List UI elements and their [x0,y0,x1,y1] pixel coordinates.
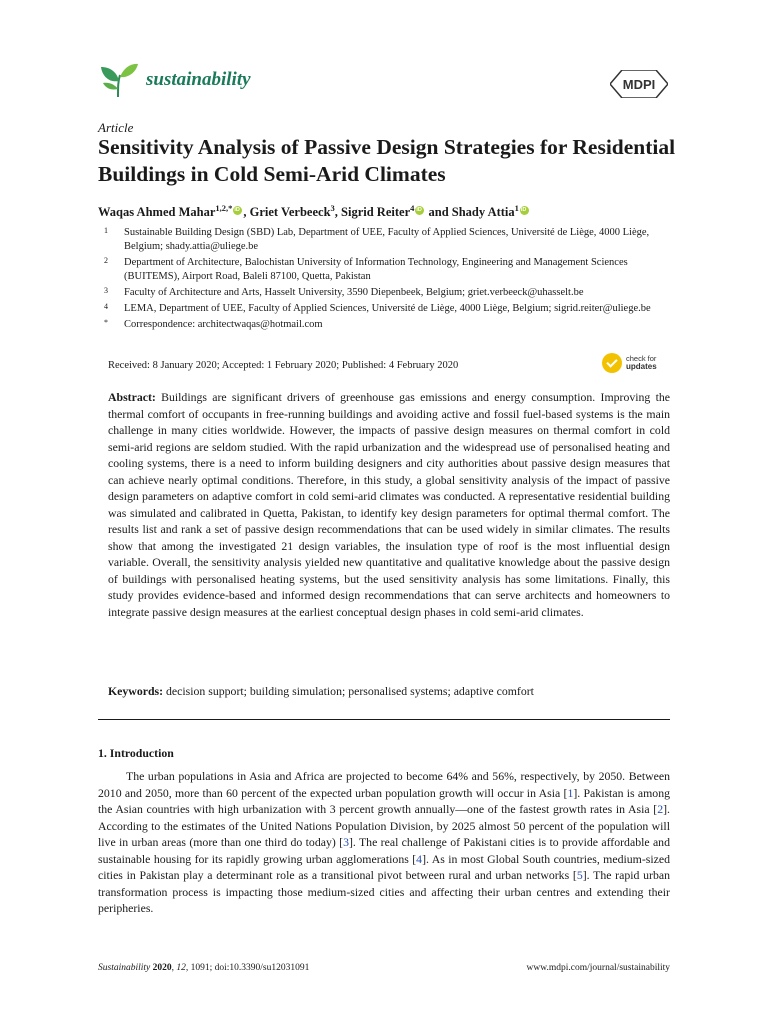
affiliation-number: 4 [104,302,108,311]
abstract [108,389,670,620]
leaf-logo-icon [98,61,140,99]
author-name[interactable]: Sigrid Reiter [341,205,411,219]
author-affiliation-marker: 1 [514,203,519,213]
citation-link[interactable]: 5 [576,868,583,882]
author-list [98,203,698,220]
journal-url-link[interactable]: www.mdpi.com/journal/sustainability [526,963,670,973]
article-title: Sensitivity Analysis of Passive Design Strategies for Residential Buildings in Cold Semi-Arid Climates [98,135,676,186]
section-heading: 1. Introduction [98,746,174,760]
author-affiliation-marker: 3 [330,203,335,213]
publication-dates: Received: 8 January 2020; Accepted: 1 February 2020; Published: 4 February 2020 [108,360,459,371]
citation-footer: Sustainability 2020, 12, 1091; doi:10.3390/su12031091 [98,963,310,973]
author-affiliation-marker: 4 [410,203,415,213]
paragraph-text: ]. According to the estimates of the United Nations Population Division, by 2025 almost 50 percent of the population will live in urban areas (more than one third do today) [ [98,802,670,849]
orcid-icon[interactable] [520,206,529,215]
journal-brand[interactable] [98,60,251,100]
author-name[interactable]: Waqas Ahmed Mahar [98,205,216,219]
affiliation-text: Faculty of Architecture and Arts, Hasselt University, 3590 Diepenbeek, Belgium; griet.verbeeck@uhasselt.be [124,287,584,298]
author-separator: , [243,205,250,219]
affiliation-item [104,256,674,284]
publisher-name: MDPI [622,77,656,92]
affiliation-text: Sustainable Building Design (SBD) Lab, Department of UEE, Faculty of Applied Sciences, Université de Liège, 4000 Liège, Belgium; shady.attia@uliege.be [124,227,650,252]
paragraph-text: ]. The rapid urban transformation process is impacting those medium-sized cities and affecting their urban centres and extending their peripheries. [98,868,670,915]
affiliation-text: Correspondence: architectwaqas@hotmail.com [124,319,323,330]
affiliation-number: * [104,318,108,327]
paragraph-text: ]. The real challenge of Pakistani cities is to provide affordable and sustainable housing for its rapidly growing urban agglomerations [ [98,835,670,866]
check-updates-line1: check for [626,354,657,363]
author-affiliation-marker: 1,2,* [215,203,233,213]
abstract-label: Abstract: [108,390,156,404]
affiliation-number: 3 [104,286,108,295]
orcid-icon[interactable] [233,206,242,215]
paragraph-text: ]. Pakistan is among the Asian countries with high urbanization with 3 percent growth annually—one of the fastest growth rates in Asia [ [98,785,670,816]
paragraph-text: The urban populations in Asia and Africa are projected to become 64% and 56%, respectively, by 2050. Between 2010 and 2050, more than 60 percent of the expected urban population growth will occur in Asia [ [98,769,670,800]
affiliation-item [104,318,674,332]
article-type: Article [98,120,134,135]
mdpi-logo-icon[interactable] [610,70,668,98]
keywords-label: Keywords: [108,684,164,698]
author-name[interactable]: Griet Verbeeck [249,205,331,219]
check-for-updates-button[interactable] [602,350,672,376]
citation-link[interactable]: 2 [657,802,664,816]
footer-year: 2020 [152,963,172,973]
affiliation-number: 2 [104,256,108,265]
affiliation-number: 1 [104,226,108,235]
author-separator: , [334,205,342,219]
introduction-paragraph [98,768,670,917]
footer-journal: Sustainability [98,963,151,973]
abstract-text: Buildings are significant drivers of greenhouse gas emissions and energy consumption. Improving the thermal comfort of occupants in free-running buildings and avoiding active and fossil fuel-based systems is the main challenge in many cities worldwide. However, the impacts of passive design measures on thermal comfort in cold semi-arid regions are seldom studied. With the rapid urbanization and the widespread use of personalised heating and cooling systems, there is a need to inform building designers and city authorities about passive design measures that can achieve nearly optimal conditions. Therefore, in this study, a global sensitivity analysis of the impact of passive design parameters on adaptive comfort in cold semi-arid climates was conducted. A representative residential building was simulated and calibrated in Quetta, Pakistan, to identify key design parameters for optimal thermal comfort. The results list and rank a set of passive design recommendations that can be used widely in similar climates. The results show that among the investigated 21 design variables, the insulation type of roof is the most influential design variable. Overall, the sensitivity analysis yielded new quantitative and qualitative knowledge about the passive design of buildings with personalised heating systems, but the used sensitivity analysis has some limitations. Finally, this study provides evidence-based and informed design recommendations that can serve architects and homeowners to integrate passive design measures at the earliest conceptual design phases in cold semi-arid climates. [108,390,671,619]
affiliation-list [104,226,674,334]
affiliation-text: LEMA, Department of UEE, Faculty of Applied Sciences, Université de Liège, 4000 Liège, Belgium; sigrid.reiter@uliege.be [124,303,651,314]
divider [98,719,670,720]
citation-link[interactable]: 4 [416,851,423,866]
checkmark-icon [602,353,622,373]
paragraph-text: ]. As in most Global South countries, medium-sized cities in Pakistan play a determinant role as a transitional pivot between rural and urban networks [ [98,851,670,882]
citation-link[interactable]: 3 [343,835,349,849]
affiliation-item [104,302,674,316]
keywords-text: decision support; building simulation; personalised systems; adaptive comfort [166,684,534,698]
affiliation-text: Department of Architecture, Balochistan University of Information Technology, Engineering and Management Sciences (BUITEMS), Airport Road, Baleli 87100, Quetta, Pakistan [124,257,628,282]
author-name[interactable]: Shady Attia [451,205,515,219]
check-updates-line2: updates [626,362,657,371]
affiliation-item [104,286,674,300]
keywords [108,684,670,699]
author-separator: and [425,205,452,219]
footer-volume: 12 [176,963,186,973]
journal-name: sustainability [146,69,251,90]
citation-link[interactable]: 1 [567,785,574,800]
footer-doi: , 1091; doi:10.3390/su12031091 [185,963,310,973]
orcid-icon[interactable] [415,206,424,215]
affiliation-item [104,226,674,254]
